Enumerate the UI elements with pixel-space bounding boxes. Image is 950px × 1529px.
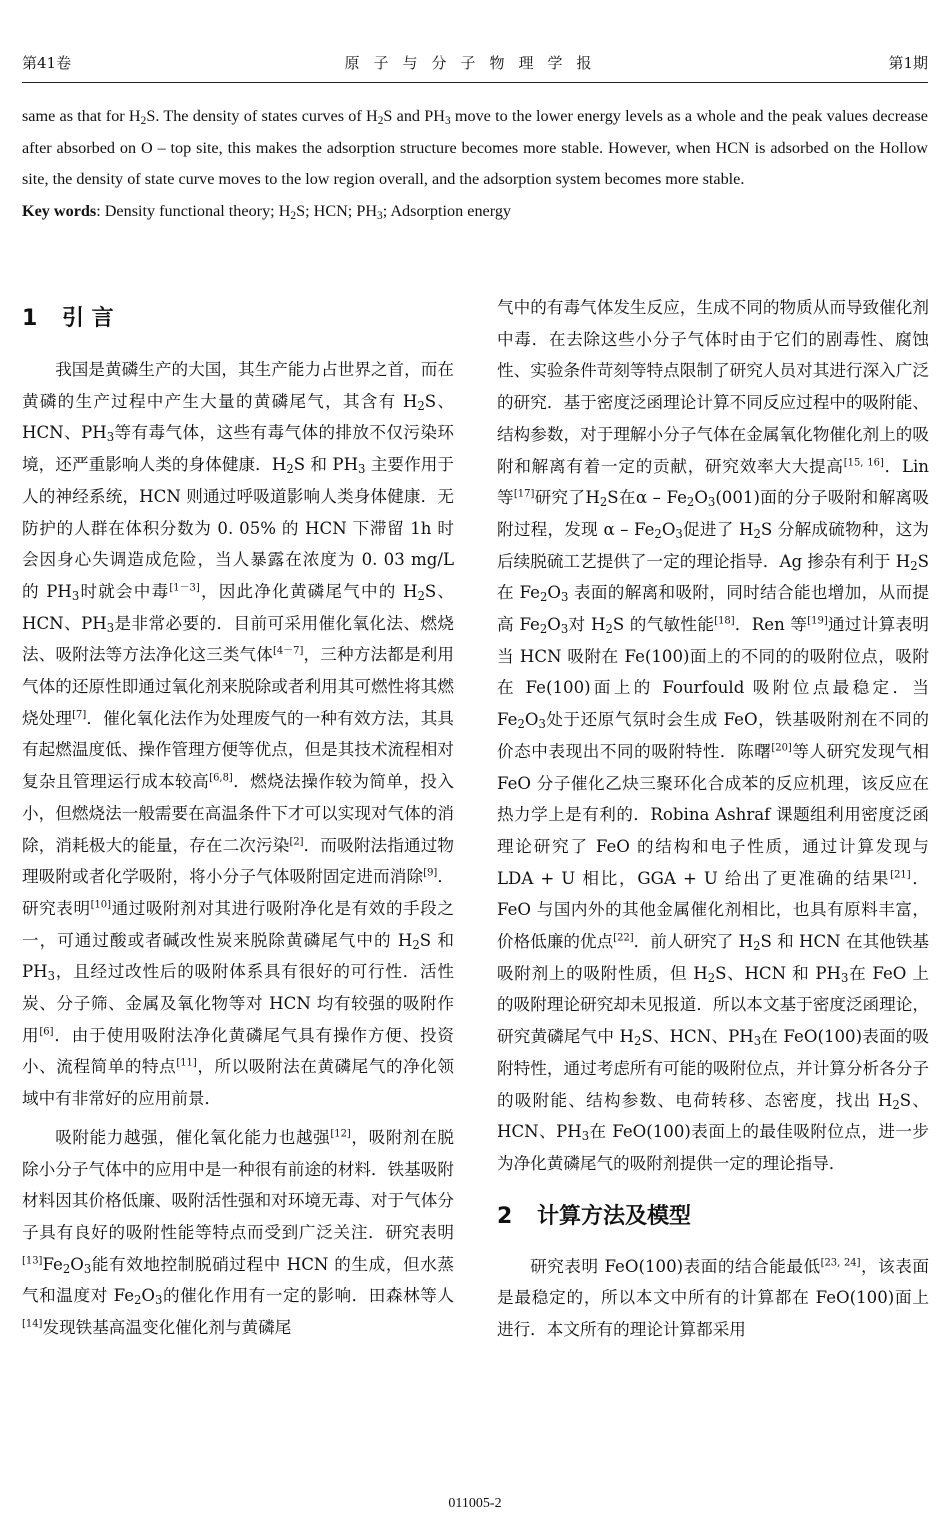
citation: [11] (176, 1058, 197, 1069)
citation: [17] (513, 488, 535, 500)
citation: [13] (22, 1255, 43, 1267)
paragraph: 研究表明 FeO(100)表面的结合能最低[23, 24]，该表面是最稳定的，所以本文中所有的计算都在 FeO(100)面上进行．本文所有的理论计算都采用 (497, 1256, 929, 1340)
keywords-label: Key words (22, 201, 97, 220)
citation: [1－3] (169, 582, 200, 594)
citation: [4－7] (273, 645, 304, 657)
paragraph: 吸附能力越强，催化氧化能力也越强[12]，吸附剂在脱除小分子气体中的应用中是一种很有前途的材料．铁基吸附材料因其价格低廉、吸附活性强和对环境无毒、对于气体分子具有良好的吸附性能等特点而受到广泛关注．研究表明$[13]Fe_2O_3$能有效地控制脱硝过程中 HCN 的生成，但水蒸气和温度对 $Fe_2O_3$的催化作用有一定的影响．田森林等人[14]发现铁基高温变化催化剂与黄磷尾 (22, 1127, 455, 1338)
citation: [14] (22, 1318, 43, 1330)
citation: [20] (771, 742, 792, 754)
paragraph: 气中的有毒气体发生反应，生成不同的物质从而导致催化剂中毒．在去除这些小分子气体时由于它们的剧毒性、腐蚀性、实验条件苛刻等特点限制了研究人员对其进行深入广泛的研究．基于密度泛函理论计算不同反应过程中的吸附能、结构参数，对于理解小分子气体在金属氧化物催化剂上的吸附和解离有着一定的贡献，研究效率大大提高[15, 16]．Lin 等[17]研究了$H_2S$在α – $Fe_2O_3(001)$面的分子吸附和解离吸附过程，发现 α – $Fe_2O_3$促进了 $H_2S$ 分解成硫物种，这为后续脱硫工艺提供了一定的理论指导．Ag 掺杂有利于 $H_2S$ 在 $Fe_2O_3$ 表面的解离和吸附，同时结合能也增加，从而提高 $Fe_2O_3$对 $H_2S$ 的气敏性能[18]．Ren 等[19]通过计算表明当 HCN 吸附在 Fe(100)面上的不同的的吸附位点，吸附在 Fe(100)面上的 Fourfould 吸附位点最稳定．当 $Fe_2O_3$处于还原气氛时会生成 FeO，铁基吸附剂在不同的价态中表现出不同的吸附特性．陈曙[20]等人研究发现气相 FeO 分子催化乙炔三聚环化合成苯的反应机理，该反应在热力学上是有利的．Robina Ashraf 课题组利用密度泛函理论研究了 FeO 的结构和电子性质，通过计算发现与 LDA + U 相比，GGA + U 给出了更准确的结果[21]．FeO 与国内外的其他金属催化剂相比，也具有原料丰富，价格低廉的优点[22]．前人研究了 $H_2S$ 和 HCN 在其他铁基吸附剂上的吸附性质，但 $H_2S$、HCN 和 $PH_3$在 FeO 上的吸附理论研究却未见报道．所以本文基于密度泛函理论，研究黄磷尾气中 $H_2S$、HCN、$PH_3$在 FeO(100)表面的吸附特性，通过考虑所有可能的吸附位点，并计算分析各分子的吸附能、结构参数、电荷转移、态密度，找出 $H_2S$、HCN、$PH_3$在 FeO(100)表面上的最佳吸附位点，进一步为净化黄磷尾气的吸附剂提供一定的理论指导． (497, 298, 930, 1173)
section-heading-methods: 2 计算方法及模型 (497, 1203, 692, 1229)
citation: [6,8] (209, 772, 233, 784)
citation: [10] (90, 899, 112, 911)
left-column (22, 292, 454, 1344)
citation: [18] (714, 615, 735, 627)
volume-label: 第41卷 (22, 54, 72, 72)
right-column (497, 292, 929, 1346)
citation: [7] (72, 709, 87, 721)
abstract-block (22, 101, 928, 227)
abstract-text: same as that for $H_2S$. The density of states curves of $H_2S$ and $PH_3$ move to the lower energy levels as a whole and the peak values decrease after absorbed on O – top site, this makes the adsorption structure becomes more stable. However, when HCN is adsorbed on the Hollow site, the density of state curve moves to the low region overall, and the adsorption system becomes more stable. (22, 107, 928, 188)
citation: [12] (330, 1128, 351, 1140)
journal-title: 原子与分子物理学报 (344, 54, 606, 72)
page-number: 011005-2 (448, 1496, 502, 1511)
citation: [21] (890, 869, 911, 881)
citation: [9] (423, 867, 438, 879)
section-heading-introduction: 1 引 言 (22, 306, 114, 331)
citation: [2] (289, 836, 304, 848)
citation: [15, 16] (843, 457, 884, 469)
citation: [6] (39, 1026, 54, 1038)
citation: [23, 24] (820, 1257, 861, 1269)
paragraph: 我国是黄磷生产的大国，其生产能力占世界之首，而在黄磷的生产过程中产生大量的黄磷尾气，其含有 $H_2S$、HCN、$PH_3$等有毒气体，这些有毒气体的排放不仅污染环境，还严重影响人类的身体健康．$H_2S$ 和 $PH_3$ 主要作用于人的神经系统，HCN 则通过呼吸道影响人类身体健康．无防护的人群在体积分数为 0. 05% 的 HCN 下滞留 1h 时会因身心失调造成危险，当人暴露在浓度为 0. 03 mg/L 的 $PH_3$时就会中毒[1－3]，因此净化黄磷尾气中的 $H_2S$、HCN、$PH_3$是非常必要的．目前可采用催化氧化法、燃烧法、吸附法等方法净化这三类气体[4－7]，三种方法都是利用气体的还原性即通过氧化剂来脱除或者利用其可燃性将其燃烧处理[7]．催化氧化法作为处理废气的一种有效方法，其具有起燃温度低、操作管理方便等优点，但是其技术流程相对复杂且管理运行成本较高[6,8]．燃烧法操作较为简单，投入小，但燃烧法一般需要在高温条件下才可以实现对气体的消除，消耗极大的能量，存在二次污染[2]．而吸附法指通过物理吸附或者化学吸附，将小分子气体吸附固定进而消除[9]．研究表明[10]通过吸附剂对其进行吸附净化是有效的手段之一，可通过酸或者碱改性炭来脱除黄磷尾气中的 $H_2S$ 和 $PH_3$，且经过改性后的吸附体系具有很好的可行性．活性炭、分子筛、金属及氧化物等对 HCN 均有较强的吸附作用[6]．由于使用吸附法净化黄磷尾气具有操作方便、投资小、流程简单的特点[11]，所以吸附法在黄磷尾气的净化领域中有非常好的应用前景． (22, 360, 455, 1109)
header-rule (22, 82, 928, 83)
keywords-line: Key words: Density functional theory; $H_2S$; HCN; $PH_3$; Adsorption energy (22, 201, 512, 222)
citation: [22] (613, 932, 634, 944)
citation: [19] (807, 615, 828, 627)
running-header (22, 52, 928, 80)
issue-label: 第1期 (888, 54, 928, 72)
